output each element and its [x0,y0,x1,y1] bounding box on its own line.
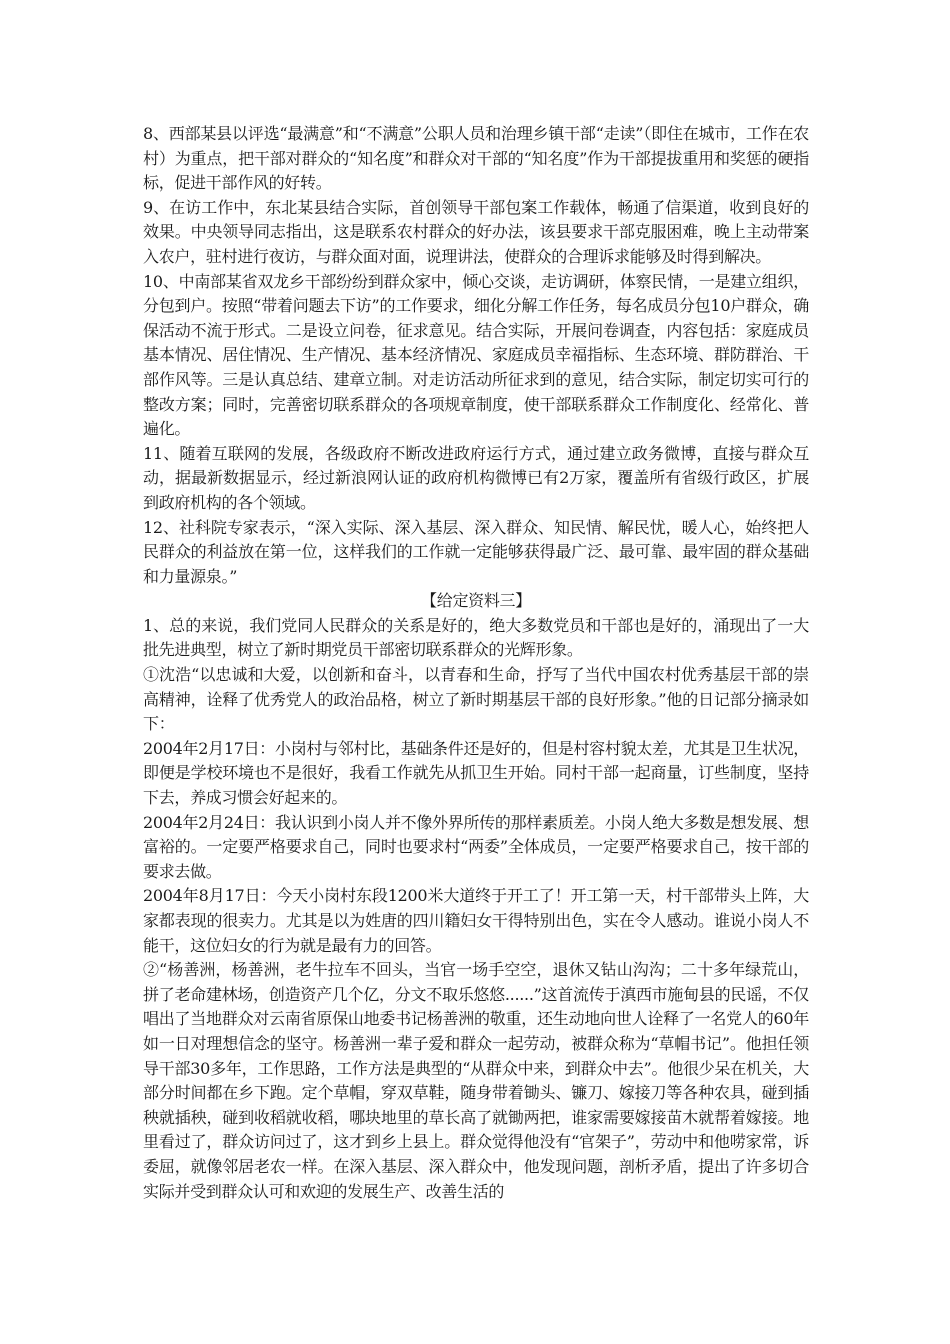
diary-entry-feb-24: 2004年2月24日：我认识到小岗人并不像外界所传的那样素质差。小岗人绝大多数是想发展、想富裕的。一定要严格要求自己，同时也要求村“两委”全体成员，一定要严格要求自己，按干部的要求去做。 [143,812,809,881]
paragraph-item-12: 12、社科院专家表示，“深入实际、深入基层、深入群众、知民情、解民忧，暖人心，始终把人民群众的利益放在第一位，这样我们的工作就一定能够获得最广泛、最可靠、最牢固的群众基础和力量源泉。” [143,517,809,586]
paragraph-item-1: 1、总的来说，我们党同人民群众的关系是好的，绝大多数党员和干部也是好的，涌现出了一大批先进典型，树立了新时期党员干部密切联系群众的光辉形象。 [143,615,809,660]
paragraph-item-11: 11、随着互联网的发展，各级政府不断改进政府运行方式，通过建立政务微博，直接与群众互动，据最新数据显示，经过新浪网认证的政府机构微博已有2万家，覆盖所有省级行政区，扩展到政府机构的各个领域。 [143,443,809,512]
paragraph-yang-shanzhou: ②“杨善洲，杨善洲，老牛拉车不回头，当官一场手空空，退休又钻山沟沟；二十多年绿荒山，拼了老命建林场，创造资产几个亿，分文不取乐悠悠......”这首流传于滇西市施甸县的民谣，不仅唱出了当地群众对云南省原保山地委书记杨善洲的敬重，还生动地向世人诠释了一名党人的60年如一日对理想信念的坚守。杨善洲一辈子爱和群众一起劳动，被群众称为“草帽书记”。他担任领导干部30多年，工作思路，工作方法是典型的“从群众中来，到群众中去”。他很少呆在机关，大部分时间都在乡下跑。定个草帽，穿双草鞋，随身带着锄头、镰刀、嫁接刀等各种农具，碰到插秧就插秧，碰到收稻就收稻，哪块地里的草长高了就锄两把，谁家需要嫁接苗木就帮着嫁接。地里看过了，群众访问过了，这才到乡上县上。群众觉得他没有“官架子”，劳动中和他唠家常，诉委屈，就像邻居老农一样。在深入基层、深入群众中，他发现问题，剖析矛盾，提出了许多切合实际并受到群众认可和欢迎的发展生产、改善生活的 [143,960,809,1201]
paragraph-item-10: 10、中南部某省双龙乡干部纷纷到群众家中，倾心交谈，走访调研，体察民情，一是建立组织，分包到户。按照“带着问题去下访”的工作要求，细化分解工作任务，每名成员分包10户群众，确保活动不流于形式。二是设立问卷，征求意见。结合实际，开展问卷调查，内容包括：家庭成员基本情况、居住情况、生产情况、基本经济情况、家庭成员幸福指标、生态环境、群防群治、干部作风等。三是认真总结、建章立制。对走访活动所征求到的意见，结合实际，制定切实可行的整改方案；同时，完善密切联系群众的各项规章制度，使干部联系群众工作制度化、经常化、普遍化。 [143,271,809,439]
paragraph-shen-hao: ①沈浩“以忠诚和大爱，以创新和奋斗，以青春和生命，抒写了当代中国农村优秀基层干部的崇高精神，诠释了优秀党人的政治品格，树立了新时期基层干部的良好形象。”他的日记部分摘录如下： [143,665,809,734]
section-heading: 【给定资料三】 [421,591,531,611]
paragraph-item-9: 9、在访工作中，东北某县结合实际，首创领导干部包案工作载体，畅通了信渠道，收到良好的效果。中央领导同志指出，这是联系农村群众的好办法，该县要求干部克服困难，晚上主动带案入农户，驻村进行夜访，与群众面对面，说理讲法，使群众的合理诉求能够及时得到解决。 [143,197,809,266]
document-page [143,122,809,1204]
diary-entry-aug-17: 2004年8月17日：今天小岗村东段1200米大道终于开工了！开工第一天，村干部带头上阵，大家都表现的很卖力。尤其是以为姓唐的四川籍妇女干得特别出色，实在令人感动。谁说小岗人不能干，这位妇女的行为就是最有力的回答。 [143,886,809,955]
paragraph-item-8: 8、西部某县以评选“最满意”和“不满意”公职人员和治理乡镇干部“走读”（即住在城市，工作在农村）为重点，把干部对群众的“知名度”和群众对干部的“知名度”作为干部提拔重用和奖惩的硬指标，促进干部作风的好转。 [143,124,809,193]
diary-entry-feb-17: 2004年2月17日：小岗村与邻村比，基础条件还是好的，但是村容村貌太差，尤其是卫生状况，即便是学校环境也不是很好，我看工作就先从抓卫生开始。同村干部一起商量，订些制度，坚持下去，养成习惯会好起来的。 [143,738,809,808]
